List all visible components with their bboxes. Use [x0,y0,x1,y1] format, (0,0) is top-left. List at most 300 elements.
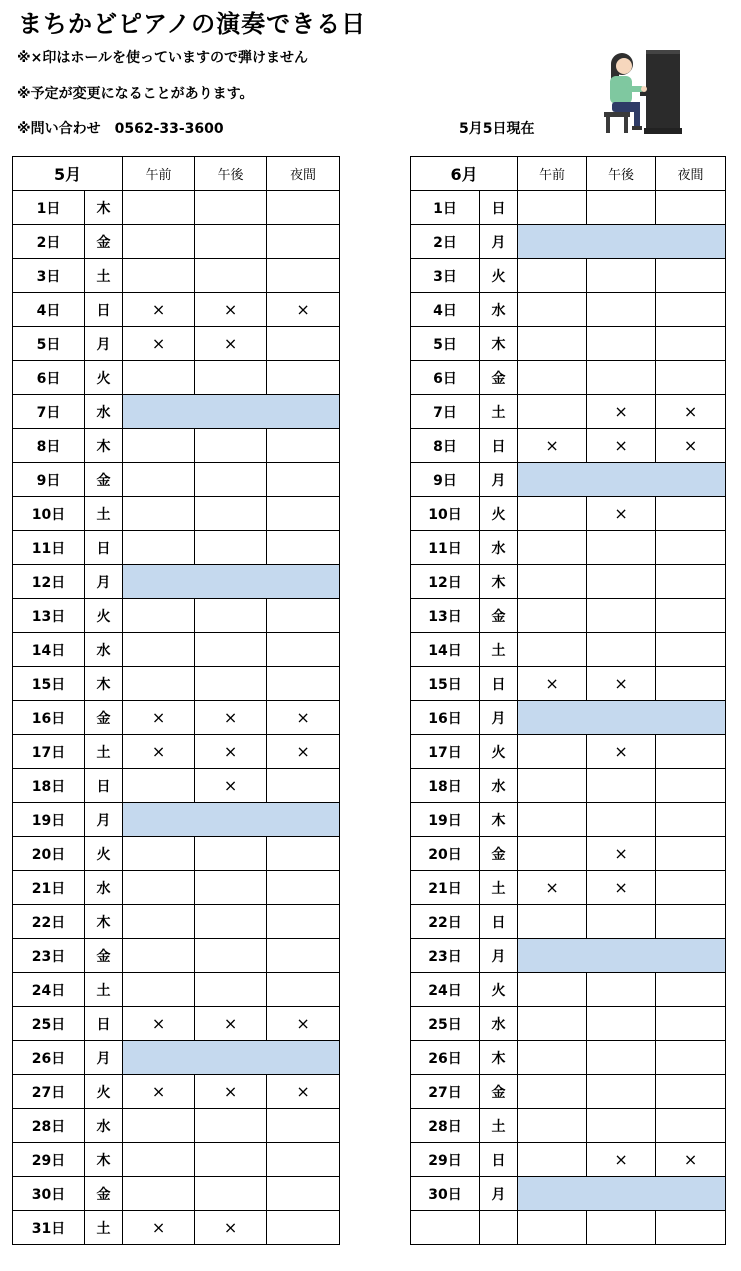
morning-slot [123,497,195,531]
morning-slot: × [123,735,195,769]
day-cell: 19日 [13,803,85,837]
evening-slot [267,871,340,905]
day-cell: 15日 [411,667,480,701]
afternoon-slot: × [195,1075,267,1109]
evening-slot [267,225,340,259]
afternoon-slot [195,1177,267,1211]
table-row [13,1075,340,1109]
afternoon-slot: × [195,293,267,327]
table-row [411,1177,726,1211]
afternoon-slot [587,1211,656,1245]
closed-day-cell [518,939,726,973]
afternoon-slot [195,429,267,463]
morning-slot: × [123,1075,195,1109]
table-row [13,225,340,259]
afternoon-slot: × [587,1143,656,1177]
morning-slot [123,259,195,293]
evening-slot [656,1075,726,1109]
day-cell: 5日 [411,327,480,361]
afternoon-slot [587,769,656,803]
day-cell: 27日 [13,1075,85,1109]
evening-slot [267,531,340,565]
morning-slot [123,1177,195,1211]
afternoon-slot [195,871,267,905]
evening-slot [267,905,340,939]
table-row [13,905,340,939]
day-cell: 4日 [13,293,85,327]
morning-slot [518,1007,587,1041]
table-row [13,191,340,225]
day-cell: 23日 [13,939,85,973]
day-cell: 2日 [411,225,480,259]
afternoon-slot [587,1109,656,1143]
evening-slot [267,769,340,803]
table-row [13,1041,340,1075]
day-cell: 6日 [13,361,85,395]
morning-slot [123,1143,195,1177]
afternoon-slot: × [195,327,267,361]
afternoon-slot: × [587,429,656,463]
day-cell: 7日 [13,395,85,429]
day-cell: 14日 [13,633,85,667]
closed-day-cell [123,395,340,429]
morning-slot [518,769,587,803]
weekday-cell: 金 [480,361,518,395]
table-row [411,837,726,871]
table-row [13,259,340,293]
evening-slot [656,1109,726,1143]
table-row [13,871,340,905]
weekday-cell: 火 [85,837,123,871]
weekday-cell: 火 [85,599,123,633]
morning-slot [123,429,195,463]
table-row [411,531,726,565]
header-afternoon: 午後 [195,157,267,191]
morning-slot [518,1211,587,1245]
morning-slot [518,1143,587,1177]
day-cell: 24日 [411,973,480,1007]
day-cell: 3日 [411,259,480,293]
evening-slot [267,1143,340,1177]
table-row [411,905,726,939]
afternoon-slot [195,191,267,225]
afternoon-slot [195,259,267,293]
pianist-illustration [600,46,684,136]
evening-slot [267,497,340,531]
table-row [411,463,726,497]
closed-day-cell [518,463,726,497]
weekday-cell: 金 [480,599,518,633]
table-row [13,429,340,463]
morning-slot [123,1109,195,1143]
evening-slot [267,973,340,1007]
day-cell: 16日 [411,701,480,735]
morning-slot: × [123,1211,195,1245]
day-cell: 4日 [411,293,480,327]
evening-slot [267,1211,340,1245]
day-cell: 17日 [411,735,480,769]
day-cell: 11日 [411,531,480,565]
piano-body [646,50,680,132]
afternoon-slot [587,905,656,939]
evening-slot [656,735,726,769]
morning-slot [518,803,587,837]
table-row [13,361,340,395]
table-row [411,973,726,1007]
evening-slot [656,905,726,939]
day-cell: 10日 [13,497,85,531]
table-row [13,1109,340,1143]
afternoon-slot [587,1007,656,1041]
morning-slot: × [518,667,587,701]
day-cell: 22日 [13,905,85,939]
afternoon-slot: × [195,1007,267,1041]
day-cell: 31日 [13,1211,85,1245]
weekday-cell: 金 [85,1177,123,1211]
afternoon-slot: × [587,837,656,871]
morning-slot [518,599,587,633]
weekday-cell: 土 [480,633,518,667]
closed-day-cell [518,225,726,259]
table-row [13,565,340,599]
day-cell: 26日 [13,1041,85,1075]
afternoon-slot [587,259,656,293]
table-row [411,293,726,327]
day-cell: 10日 [411,497,480,531]
morning-slot [518,1109,587,1143]
evening-slot [656,1041,726,1075]
afternoon-slot [587,1075,656,1109]
weekday-cell: 月 [85,803,123,837]
evening-slot: × [267,701,340,735]
evening-slot [656,327,726,361]
weekday-cell: 日 [480,429,518,463]
table-row [411,327,726,361]
day-cell: 6日 [411,361,480,395]
table-row [13,735,340,769]
weekday-cell: 日 [85,293,123,327]
evening-slot [656,361,726,395]
weekday-cell: 木 [480,565,518,599]
afternoon-slot: × [195,735,267,769]
table-row [13,769,340,803]
weekday-cell: 月 [480,463,518,497]
weekday-cell: 月 [480,701,518,735]
morning-slot [518,191,587,225]
day-cell: 8日 [13,429,85,463]
day-cell: 28日 [411,1109,480,1143]
weekday-cell: 火 [480,497,518,531]
may-schedule-table [12,156,340,1245]
as-of-date: 5月5日現在 [459,121,535,137]
table-row [13,293,340,327]
table-row [411,259,726,293]
afternoon-slot [587,565,656,599]
afternoon-slot: × [195,1211,267,1245]
table-row [411,939,726,973]
table-row [411,497,726,531]
day-cell: 16日 [13,701,85,735]
weekday-cell: 火 [480,259,518,293]
table-row [411,191,726,225]
day-cell: 14日 [411,633,480,667]
day-cell: 28日 [13,1109,85,1143]
evening-slot [656,497,726,531]
afternoon-slot: × [587,667,656,701]
weekday-cell: 日 [480,667,518,701]
weekday-cell: 土 [85,259,123,293]
morning-slot [518,735,587,769]
morning-slot [123,633,195,667]
weekday-cell: 土 [480,395,518,429]
morning-slot [518,361,587,395]
evening-slot [656,837,726,871]
afternoon-slot [195,599,267,633]
afternoon-slot [587,599,656,633]
afternoon-slot [195,667,267,701]
afternoon-slot [195,973,267,1007]
morning-slot [123,191,195,225]
day-cell: 23日 [411,939,480,973]
evening-slot: × [656,1143,726,1177]
weekday-cell: 日 [480,191,518,225]
evening-slot [267,259,340,293]
table-row [411,1109,726,1143]
evening-slot [656,803,726,837]
morning-slot [518,565,587,599]
day-cell: 18日 [13,769,85,803]
weekday-cell: 土 [85,497,123,531]
evening-slot [656,293,726,327]
closed-day-cell [123,1041,340,1075]
evening-slot [267,667,340,701]
morning-slot [518,973,587,1007]
afternoon-slot: × [587,735,656,769]
day-cell: 9日 [13,463,85,497]
evening-slot [267,463,340,497]
closed-day-cell [518,701,726,735]
table-row [411,1075,726,1109]
day-cell: 25日 [13,1007,85,1041]
weekday-cell: 金 [85,463,123,497]
evening-slot [656,1211,726,1245]
table-row [13,1177,340,1211]
weekday-cell: 木 [85,667,123,701]
morning-slot: × [123,701,195,735]
table-row [411,633,726,667]
afternoon-slot [587,633,656,667]
afternoon-slot: × [195,701,267,735]
day-cell: 13日 [411,599,480,633]
day-cell: 25日 [411,1007,480,1041]
weekday-cell: 火 [480,735,518,769]
weekday-cell: 月 [480,939,518,973]
table-row [411,735,726,769]
afternoon-slot [587,293,656,327]
weekday-cell: 火 [85,1075,123,1109]
evening-slot [656,531,726,565]
morning-slot: × [518,429,587,463]
morning-slot [123,905,195,939]
day-cell: 12日 [411,565,480,599]
afternoon-slot [195,361,267,395]
evening-slot [656,565,726,599]
day-cell: 11日 [13,531,85,565]
afternoon-slot [587,191,656,225]
header-evening: 夜間 [267,157,340,191]
day-cell: 26日 [411,1041,480,1075]
afternoon-slot [195,225,267,259]
table-row [13,701,340,735]
weekday-cell: 月 [85,565,123,599]
weekday-cell: 日 [480,1143,518,1177]
table-row [411,225,726,259]
afternoon-slot [195,939,267,973]
day-cell: 17日 [13,735,85,769]
weekday-cell: 月 [480,225,518,259]
table-row [13,463,340,497]
evening-slot [656,633,726,667]
evening-slot [656,973,726,1007]
weekday-cell: 水 [480,293,518,327]
evening-slot [656,259,726,293]
table-row [13,1211,340,1245]
day-cell: 21日 [13,871,85,905]
day-cell: 7日 [411,395,480,429]
header-evening: 夜間 [656,157,726,191]
morning-slot [123,225,195,259]
day-cell: 21日 [411,871,480,905]
afternoon-slot: × [195,769,267,803]
weekday-cell: 水 [85,395,123,429]
afternoon-slot [587,973,656,1007]
evening-slot: × [267,293,340,327]
weekday-cell: 月 [85,1041,123,1075]
weekday-cell: 金 [480,1075,518,1109]
table-row [411,871,726,905]
weekday-cell: 水 [480,531,518,565]
morning-slot [518,1041,587,1075]
note-x-mark: ※×印はホールを使っていますので弾けません [17,50,309,66]
table-row [411,1143,726,1177]
morning-slot [518,395,587,429]
morning-slot [123,837,195,871]
afternoon-slot [587,361,656,395]
table-row [13,327,340,361]
evening-slot [267,939,340,973]
evening-slot [656,769,726,803]
morning-slot [518,837,587,871]
morning-slot [123,973,195,1007]
day-cell: 18日 [411,769,480,803]
weekday-cell: 金 [85,701,123,735]
weekday-cell: 水 [480,769,518,803]
table-row [411,667,726,701]
evening-slot [267,633,340,667]
table-row [13,497,340,531]
morning-slot [123,769,195,803]
afternoon-slot [195,531,267,565]
weekday-cell: 木 [85,429,123,463]
weekday-cell: 火 [480,973,518,1007]
table-row [411,599,726,633]
table-row [13,633,340,667]
day-cell: 1日 [411,191,480,225]
table-row [13,1143,340,1177]
morning-slot: × [123,293,195,327]
weekday-cell: 木 [480,327,518,361]
afternoon-slot: × [587,395,656,429]
weekday-cell: 火 [85,361,123,395]
table-row [411,803,726,837]
weekday-cell: 月 [85,327,123,361]
evening-slot [267,1177,340,1211]
morning-slot [123,871,195,905]
table-row [411,565,726,599]
table-row [411,1041,726,1075]
header-afternoon: 午後 [587,157,656,191]
weekday-cell: 水 [85,871,123,905]
morning-slot [518,327,587,361]
evening-slot [267,599,340,633]
morning-slot [518,531,587,565]
evening-slot: × [656,395,726,429]
weekday-cell: 土 [85,735,123,769]
weekday-cell: 木 [85,905,123,939]
closed-day-cell [518,1177,726,1211]
table-row [411,701,726,735]
evening-slot [656,1007,726,1041]
evening-slot [267,361,340,395]
day-cell: 3日 [13,259,85,293]
day-cell: 15日 [13,667,85,701]
weekday-cell: 月 [480,1177,518,1211]
morning-slot: × [123,1007,195,1041]
afternoon-slot: × [587,871,656,905]
evening-slot [656,191,726,225]
weekday-cell: 土 [85,973,123,1007]
afternoon-slot [195,1109,267,1143]
weekday-cell: 金 [85,225,123,259]
morning-slot [518,633,587,667]
day-cell: 13日 [13,599,85,633]
evening-slot [267,327,340,361]
evening-slot [267,1109,340,1143]
weekday-cell: 日 [85,531,123,565]
afternoon-slot [587,1041,656,1075]
table-row [13,395,340,429]
afternoon-slot [587,327,656,361]
weekday-cell: 金 [85,939,123,973]
morning-slot [518,1075,587,1109]
morning-slot [123,531,195,565]
morning-slot [123,463,195,497]
table-row [13,599,340,633]
weekday-cell: 水 [85,1109,123,1143]
evening-slot [267,191,340,225]
day-cell: 12日 [13,565,85,599]
evening-slot: × [267,1007,340,1041]
day-cell: 30日 [13,1177,85,1211]
table-row [411,1211,726,1245]
evening-slot [267,429,340,463]
morning-slot [518,259,587,293]
weekday-cell: 土 [480,871,518,905]
table-row [13,667,340,701]
weekday-cell: 木 [85,191,123,225]
afternoon-slot [195,1143,267,1177]
day-cell: 20日 [411,837,480,871]
